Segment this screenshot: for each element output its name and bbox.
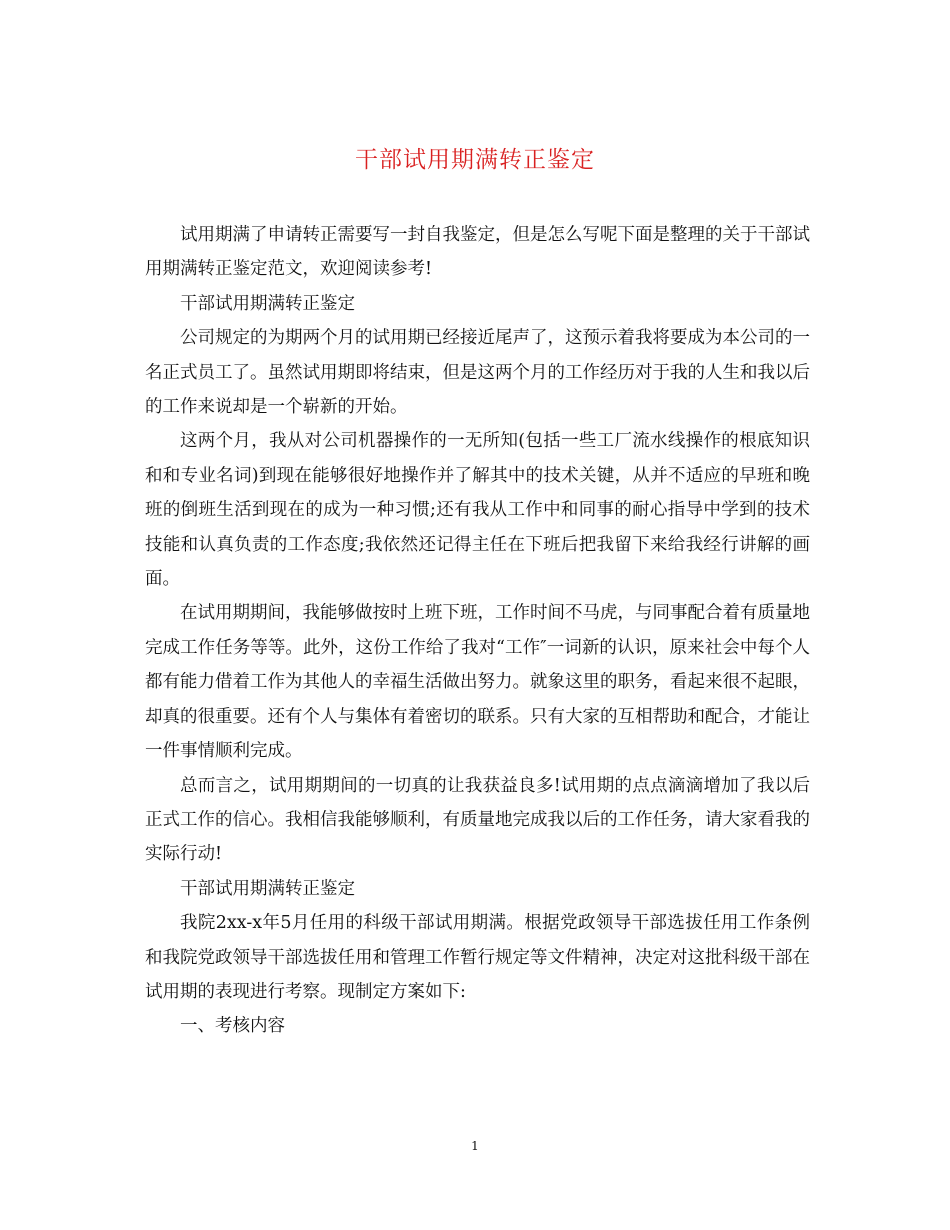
body-paragraph: 这两个月，我从对公司机器操作的一无所知(包括一些工厂流水线操作的根底知识和和专业名词)到现在能够很好地操作并了解其中的技术关键，从并不适应的早班和晚班的倒班生活到现在的成为一种习惯;还有我从工作中和同事的耐心指导中学到的技术技能和认真负责的工作态度;我依然还记得主任在下班后把我留下来给我经行讲解的画面。 bbox=[145, 431, 810, 590]
body-paragraph: 总而言之，试用期期间的一切真的让我获益良多!试用期的点点滴滴增加了我以后正式工作的信心。我相信我能够顺利，有质量地完成我以后的工作任务，请大家看我的实际行动! bbox=[145, 775, 810, 865]
intro-paragraph: 试用期满了申请转正需要写一封自我鉴定，但是怎么写呢下面是整理的关于干部试用期满转正鉴定范文，欢迎阅读参考! bbox=[145, 225, 810, 280]
page-number: 1 bbox=[471, 1139, 479, 1153]
section-heading: 干部试用期满转正鉴定 bbox=[180, 878, 355, 899]
body-paragraph: 在试用期期间，我能够做按时上班下班，工作时间不马虎，与同事配合着有质量地完成工作任务等等。此外，这份工作给了我对“工作″一词新的认识，原来社会中每个人都有能力借着工作为其他人的幸福生活做出努力。就象这里的职务，看起来很不起眼，却真的很重要。还有个人与集体有着密切的联系。只有大家的互相帮助和配合，才能让一件事情顺利完成。 bbox=[145, 603, 810, 762]
document-title: 干部试用期满转正鉴定 bbox=[355, 147, 595, 173]
body-paragraph: 我院2xx-x年5月任用的科级干部试用期满。根据党政领导干部选拔任用工作条例和我院党政领导干部选拔任用和管理工作暂行规定等文件精神，决定对这批科级干部在试用期的表现进行考察。现制定方案如下: bbox=[145, 913, 810, 1002]
document-body bbox=[145, 218, 810, 1044]
body-paragraph: 公司规定的为期两个月的试用期已经接近尾声了，这预示着我将要成为本公司的一名正式员工了。虽然试用期即将结束，但是这两个月的工作经历对于我的人生和我以后的工作来说却是一个崭新的开始。 bbox=[145, 328, 810, 418]
subsection-heading: 一、考核内容 bbox=[180, 1016, 285, 1037]
section-heading: 干部试用期满转正鉴定 bbox=[180, 293, 355, 314]
